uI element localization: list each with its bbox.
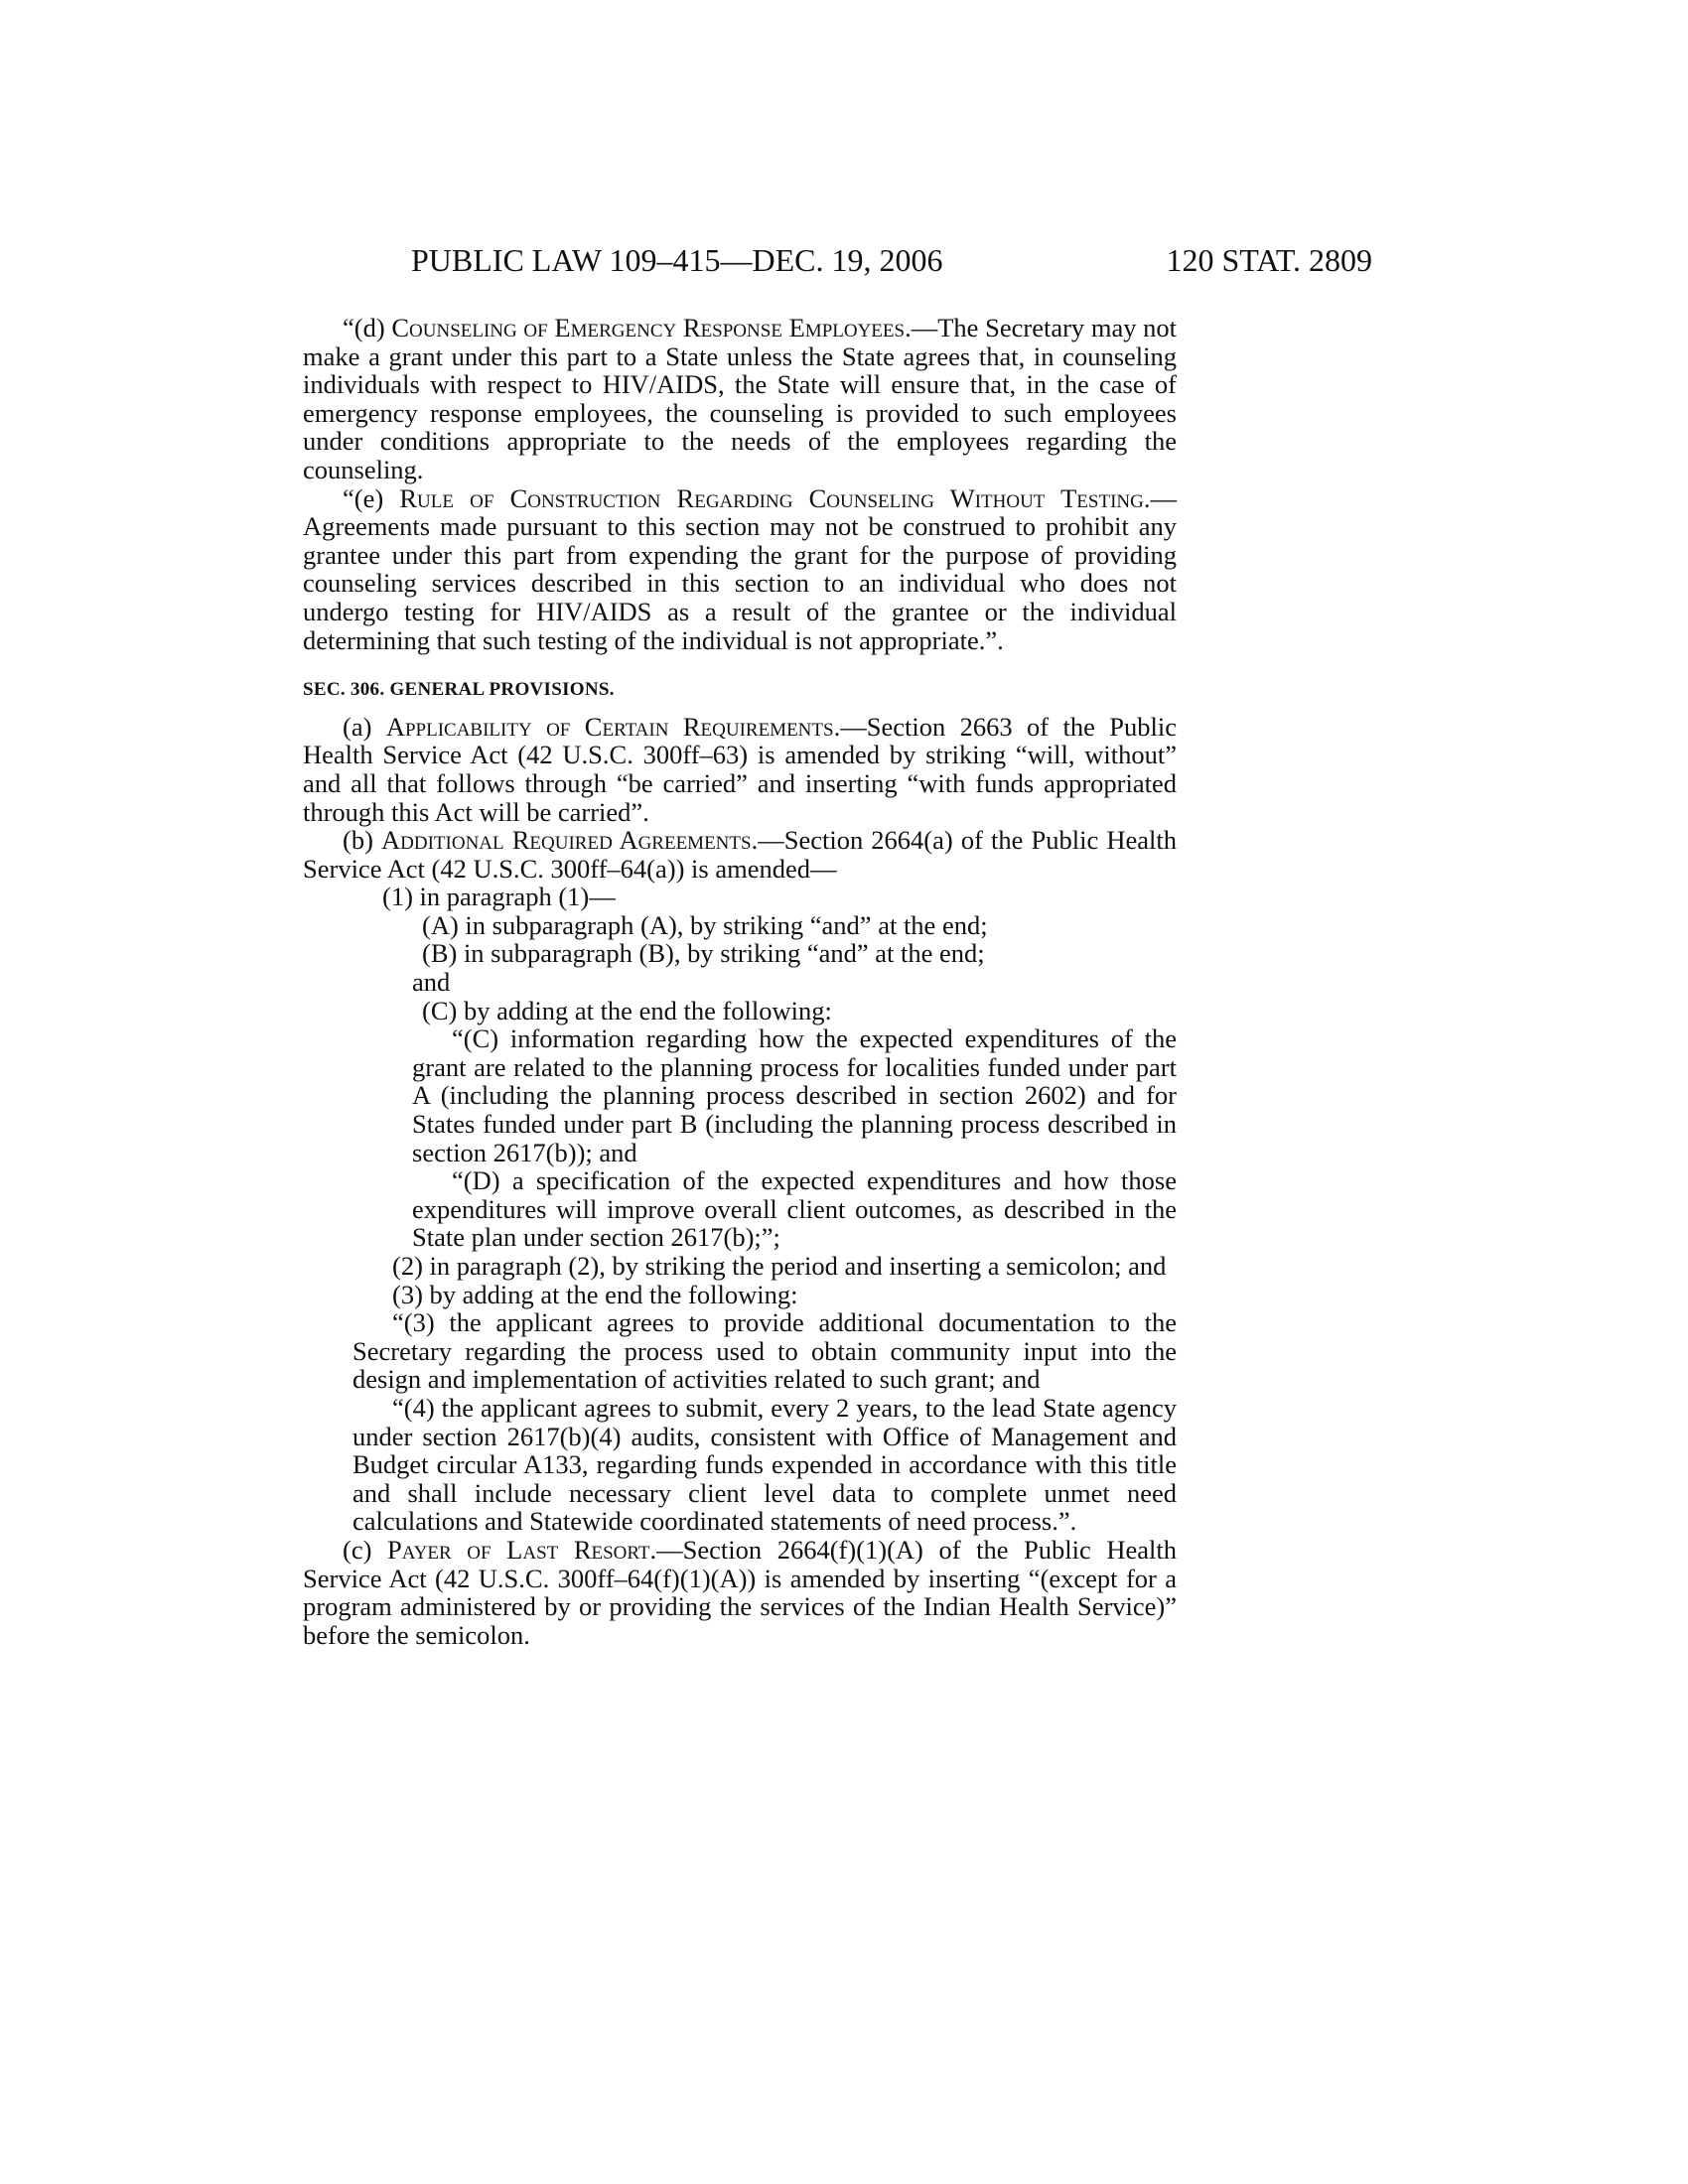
document-body <box>303 314 1177 1649</box>
subsection-e-heading: Rule of Construction Regarding Counseling Without Testing <box>399 482 1144 513</box>
paragraph-b1: (1) in paragraph (1)— <box>382 882 616 912</box>
subparagraph-b1A: (A) in subparagraph (A), by striking “and” at the end; <box>422 909 988 940</box>
subsection-b <box>303 826 1177 883</box>
quoted-4: “(4) the applicant agrees to submit, every 2 years, to the lead State agency under section 2617(b)(4) audits, consistent with Office of Management and Budget circular A133, regarding funds expended in accordance with this title and shall include necessary client level data to complete unmet need calculations and Statewide coordinated statements of need process.”. <box>352 1392 1177 1537</box>
subsection-c-heading: Payer of Last Resort <box>387 1534 650 1565</box>
subsection-d <box>303 314 1177 484</box>
page-header <box>0 242 1688 282</box>
subsection-d-heading: Counseling of Emergency Response Employees <box>391 313 906 342</box>
subsection-d-text: .—The Secretary may not make a grant under this part to a State unless the State agrees that, in counseling individuals with respect to HIV/AIDS, the State will ensure that, in the case of emergency response employees, the counseling is provided to such employees under conditions appropriate to the needs of the employees regarding the counseling. <box>303 313 1178 484</box>
subsection-a-lead: (a) <box>343 711 386 742</box>
subsection-a-heading: Applicability of Certain Requirements <box>385 711 834 742</box>
paragraph-b2: (2) in paragraph (2), by striking the period and inserting a semicolon; and <box>392 1251 1167 1281</box>
subsection-e-lead: “(e) <box>343 482 400 513</box>
subparagraph-b1B-continuation: and <box>412 967 451 998</box>
quoted-D: “(D) a specification of the expected expenditures and how those expenditures will improve overall client outcomes, as described in the State plan under section 2617(b);”; <box>412 1165 1177 1253</box>
subsection-c-lead: (c) <box>343 1534 387 1565</box>
subsection-e-text: .—Agreements made pursuant to this section may not be construed to prohibit any grantee under this part from expending the grant for the purpose of providing counseling services described in this section to an individual who does not undergo testing for HIV/AIDS as a result of the grantee or the individual determining that such testing of the individual is not appropriate.”. <box>303 482 1177 655</box>
quoted-C: “(C) information regarding how the expected expenditures of the grant are related to the planning process for localities funded under part A (including the planning process described in section 2602) and for States funded under part B (including the planning process described in section 2617(b)); and <box>412 1024 1177 1167</box>
subparagraph-b1C: (C) by adding at the end the following: <box>422 995 832 1025</box>
statute-page-number: 120 STAT. 2809 <box>1166 242 1372 278</box>
subsection-b-lead: (b) <box>343 825 382 856</box>
subsection-c-text: .—Section 2664(f)(1)(A) of the Public Health Service Act (42 U.S.C. 300ff–64(f)(1)(A)) is amended by inserting “(except for a program administered by or providing the services of the Indian Health Service)” before the semicolon. <box>303 1534 1177 1650</box>
paragraph-b3: (3) by adding at the end the following: <box>392 1279 798 1309</box>
running-head: PUBLIC LAW 109–415—DEC. 19, 2006 <box>411 242 943 278</box>
subsection-d-lead: “(d) <box>343 313 392 342</box>
subsection-b-text: .—Section 2664(a) of the Public Health Service Act (42 U.S.C. 300ff–64(a)) is amended— <box>303 825 1177 884</box>
subsection-e <box>303 484 1177 655</box>
subsection-a <box>303 713 1177 826</box>
quoted-3: “(3) the applicant agrees to provide additional documentation to the Secretary regarding the process used to obtain community input into the design and implementation of activities related to such grant; and <box>352 1307 1177 1395</box>
subsection-a-text: .—Section 2663 of the Public Health Service Act (42 U.S.C. 300ff–63) is amended by striking “will, without” and all that follows through “be carried” and inserting “with funds appropriated through this Act will be carried”. <box>303 711 1177 827</box>
section-heading: SEC. 306. GENERAL PROVISIONS. <box>303 679 615 701</box>
subsection-c <box>303 1536 1177 1649</box>
subparagraph-b1B: (B) in subparagraph (B), by striking “and” at the end; <box>422 938 985 969</box>
subsection-b-heading: Additional Required Agreements <box>381 825 752 856</box>
